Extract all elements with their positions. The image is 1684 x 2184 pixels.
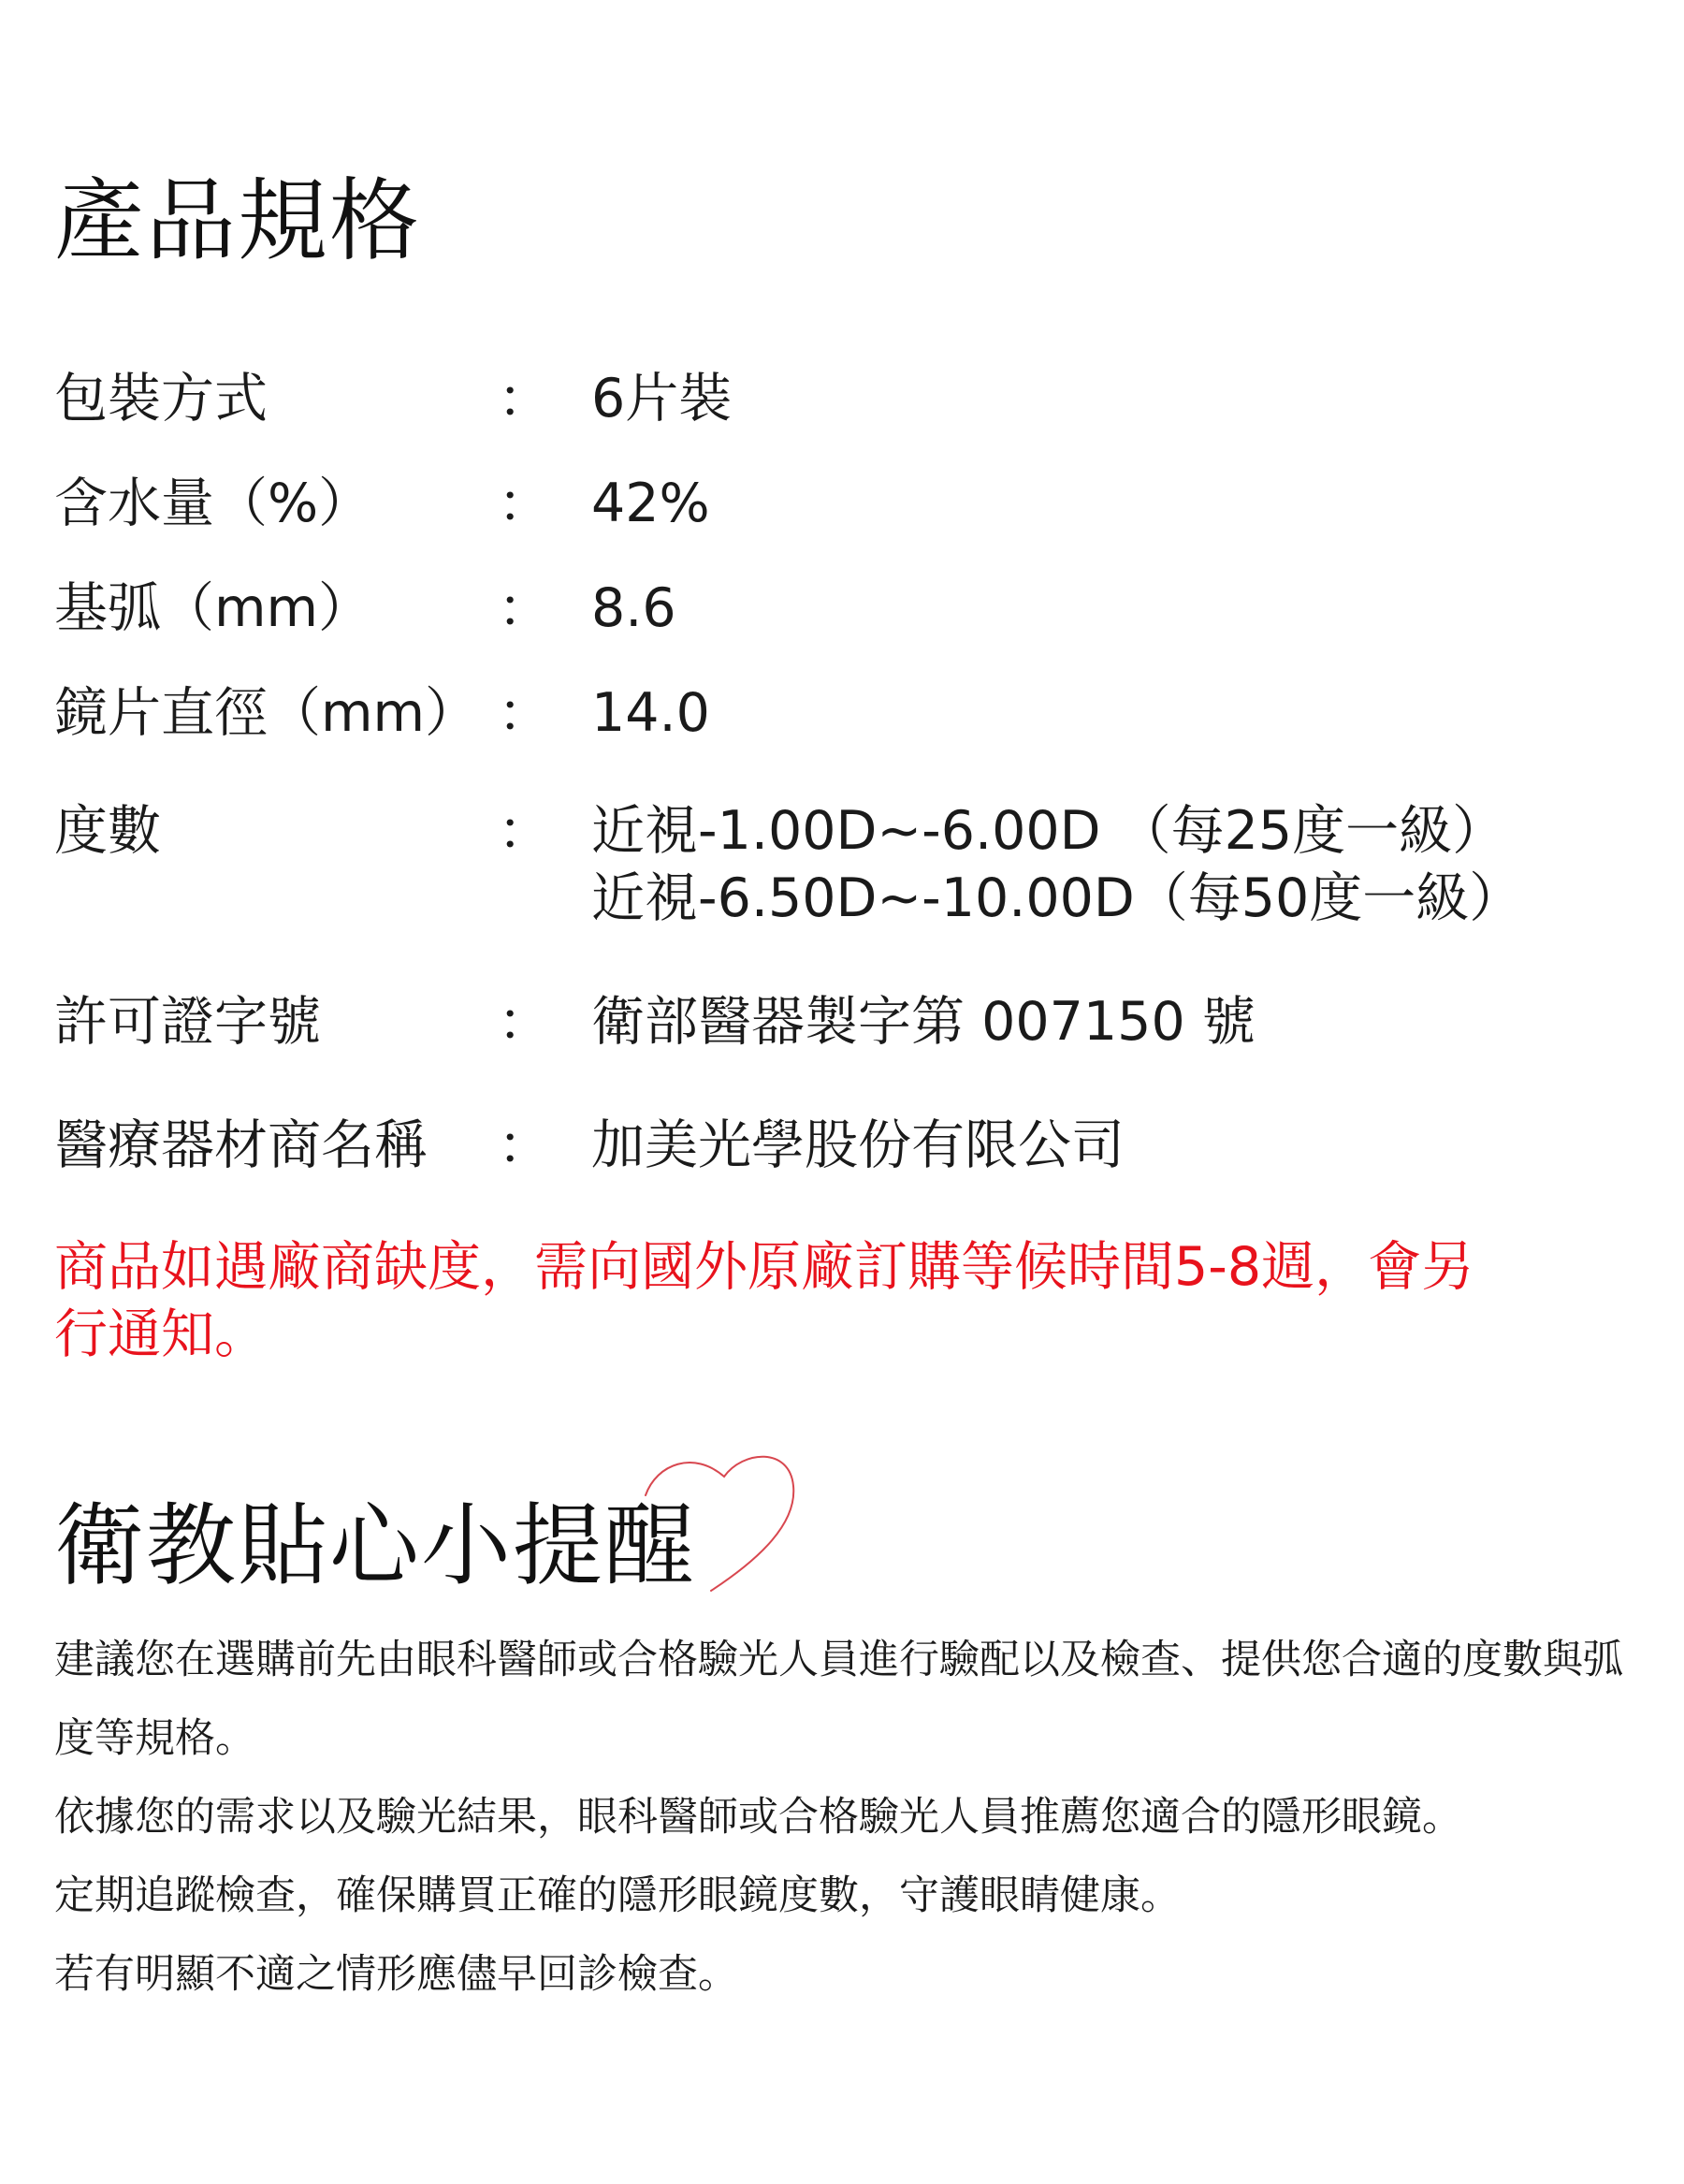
spec-value-line: 42% bbox=[591, 473, 710, 534]
tip-paragraph: 若有明顯不適之情形應儘早回診檢查。 bbox=[54, 1951, 738, 1998]
spec-label: 包裝方式 bbox=[54, 368, 268, 430]
spec-value bbox=[591, 797, 1522, 932]
section-title: 衛教貼心小提醒 bbox=[54, 1493, 696, 1598]
spec-value-line: 近視-1.00D~-6.00D （每25度一級） bbox=[591, 800, 1506, 862]
spec-label: 許可證字號 bbox=[54, 991, 321, 1053]
spec-colon: ： bbox=[498, 473, 551, 534]
spec-value bbox=[591, 679, 710, 747]
spec-label: 基弧（mm） bbox=[54, 577, 372, 639]
tips-list bbox=[54, 1621, 1635, 2014]
spec-label: 含水量（%） bbox=[54, 473, 372, 534]
spec-value-line: 8.6 bbox=[591, 577, 676, 639]
spec-value bbox=[591, 988, 1256, 1056]
tip-paragraph: 定期追蹤檢查，確保購買正確的隱形眼鏡度數，守護眼睛健康。 bbox=[54, 1872, 1181, 1919]
spec-label: 鏡片直徑（mm） bbox=[54, 682, 479, 744]
spec-value-line: 14.0 bbox=[591, 682, 710, 744]
spec-colon: ： bbox=[498, 368, 551, 430]
spec-value-line: 近視-6.50D~-10.00D（每50度一級） bbox=[591, 867, 1523, 929]
spec-colon: ： bbox=[498, 1114, 551, 1176]
spec-colon: ： bbox=[498, 991, 551, 1053]
spec-value-line: 衛部醫器製字第 007150 號 bbox=[591, 991, 1256, 1053]
spec-label: 醫療器材商名稱 bbox=[54, 1114, 428, 1176]
spec-value bbox=[591, 1112, 1125, 1179]
stock-notice: 商品如遇廠商缺度，需向國外原廠訂購等候時間5-8週，會另行通知。 bbox=[54, 1236, 1475, 1365]
spec-value bbox=[591, 365, 732, 432]
spec-value-line: 加美光學股份有限公司 bbox=[591, 1114, 1125, 1176]
page-title: 產品規格 bbox=[54, 168, 421, 273]
spec-colon: ： bbox=[498, 682, 551, 744]
spec-value-line: 6片裝 bbox=[591, 368, 733, 430]
spec-colon: ： bbox=[498, 800, 551, 862]
spec-value bbox=[591, 575, 676, 642]
spec-label: 度數 bbox=[54, 800, 161, 862]
tip-paragraph: 建議您在選購前先由眼科醫師或合格驗光人員進行驗配以及檢查、提供您合適的度數與弧度等規格。 bbox=[54, 1637, 1623, 1762]
spec-value bbox=[591, 470, 710, 537]
spec-colon: ： bbox=[498, 577, 551, 639]
tip-paragraph: 依據您的需求以及驗光結果，眼科醫師或合格驗光人員推薦您適合的隱形眼鏡。 bbox=[54, 1794, 1462, 1841]
